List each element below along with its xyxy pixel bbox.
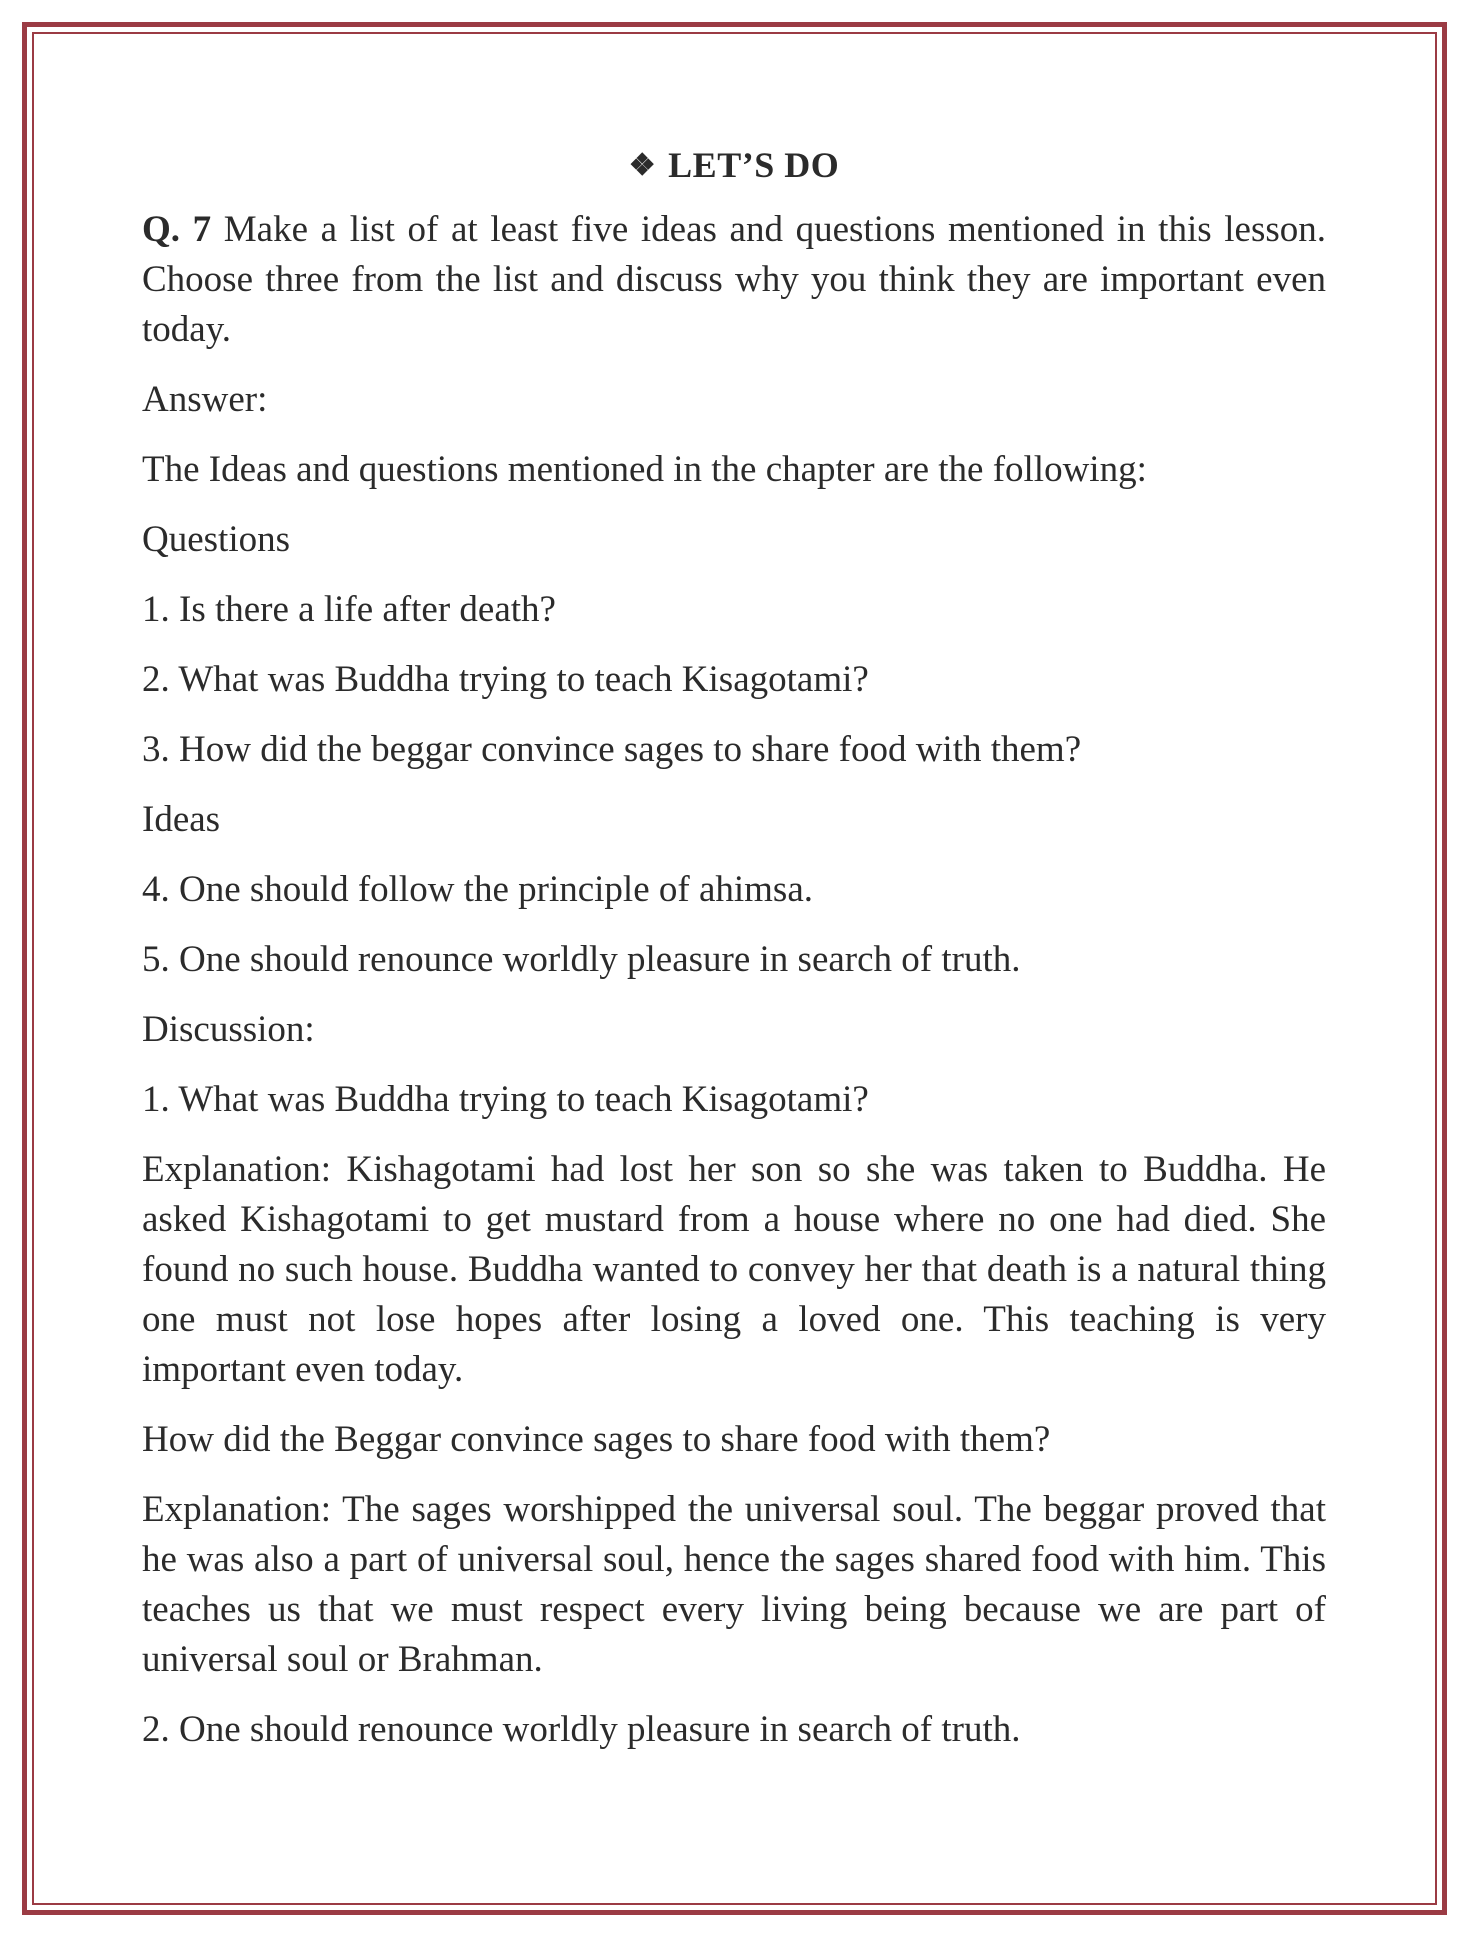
question-number: Q. 7: [142, 209, 212, 250]
discussion-explanation: Explanation: The sages worshipped the universal soul. The beggar proved that he was also a part of universal soul, hence the sages shared food with him. This teaches us that we must respect every living being because we are part of universal soul or Brahman.: [142, 1489, 1326, 1680]
list-item: 5. One should renounce worldly pleasure in search of truth.: [142, 939, 1021, 980]
intro-text: The Ideas and questions mentioned in the chapter are the following:: [142, 449, 1147, 490]
section-heading: [142, 140, 1326, 191]
ideas-label: Ideas: [142, 799, 221, 840]
list-item: 2. What was Buddha trying to teach Kisagotami?: [142, 659, 869, 700]
questions-label: Questions: [142, 519, 290, 560]
question-paragraph: [142, 205, 1326, 355]
discussion-title: How did the Beggar convince sages to share food with them?: [142, 1419, 1051, 1460]
discussion-label: Discussion:: [142, 1009, 315, 1050]
list-item: 1. Is there a life after death?: [142, 589, 556, 630]
discussion-title: 1. What was Buddha trying to teach Kisagotami?: [142, 1079, 869, 1120]
page-content: [142, 140, 1326, 1775]
discussion-title: 2. One should renounce worldly pleasure in search of truth.: [142, 1709, 1021, 1750]
list-item: 3. How did the beggar convince sages to share food with them?: [142, 729, 1082, 770]
list-item: 4. One should follow the principle of ahimsa.: [142, 869, 814, 910]
heading-title: LET’S DO: [668, 145, 840, 185]
diamond-bullet-icon: ❖: [628, 149, 657, 182]
answer-label: Answer:: [142, 379, 268, 420]
discussion-explanation: Explanation: Kishagotami had lost her son so she was taken to Buddha. He asked Kishagotami to get mustard from a house where no one had died. She found no such house. Buddha wanted to convey her that death is a natural thing one must not lose hopes after losing a loved one. This teaching is very important even today.: [142, 1149, 1326, 1390]
question-text: Make a list of at least five ideas and questions mentioned in this lesson. Choose three from the list and discuss why you think they are important even today.: [142, 209, 1327, 350]
